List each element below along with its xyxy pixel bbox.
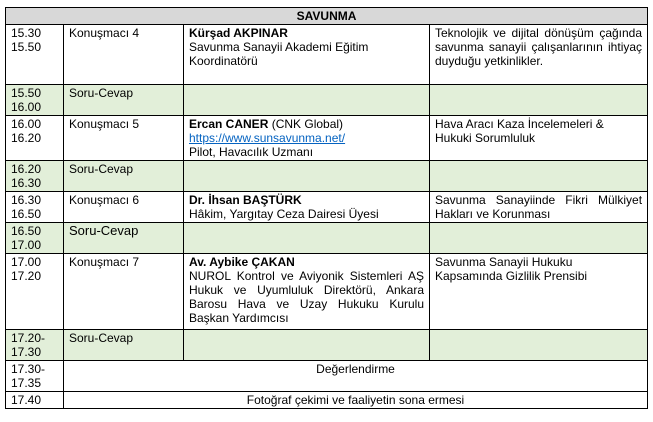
session-label: Konuşmacı 6 — [64, 192, 184, 223]
empty-cell — [430, 330, 648, 361]
table-row — [6, 330, 648, 361]
empty-cell — [184, 161, 430, 192]
table-row — [6, 361, 648, 392]
empty-cell — [430, 223, 648, 254]
empty-cell — [184, 330, 430, 361]
time-cell: 17.40 — [6, 392, 64, 409]
speaker-name: Av. Aybike ÇAKAN — [189, 255, 295, 269]
session-label: Konuşmacı 4 — [64, 25, 184, 85]
time-end: 16.50 — [11, 207, 42, 221]
time-cell — [6, 161, 64, 192]
speaker-cell — [184, 116, 430, 161]
session-label: Konuşmacı 5 — [64, 116, 184, 161]
session-label: Konuşmacı 7 — [64, 254, 184, 330]
speaker-org: (CNK Global) — [268, 117, 344, 131]
table-row — [6, 116, 648, 161]
speaker-link-line — [189, 131, 424, 145]
time-cell — [6, 25, 64, 85]
speaker-cell — [184, 254, 430, 330]
empty-cell — [430, 161, 648, 192]
time-start: 15.30 — [11, 26, 42, 40]
table-row — [6, 254, 648, 330]
speaker-title: Koordinatörü — [189, 54, 258, 68]
table-row — [6, 161, 648, 192]
session-label: Soru-Cevap — [64, 330, 184, 361]
time-start: 16.30 — [11, 193, 42, 207]
time-end: 17.00 — [11, 238, 42, 252]
empty-cell — [430, 85, 648, 116]
time-cell — [6, 192, 64, 223]
topic-cell: Hava Aracı Kaza İncelemeleri & Hukuki Sorumluluk — [430, 116, 648, 161]
time-cell — [6, 330, 64, 361]
evaluation-label: Değerlendirme — [64, 361, 648, 392]
time-cell — [6, 254, 64, 330]
topic-cell: Savunma Sanayiinde Fikri Mülkiyet Hakları ve Korunması — [430, 192, 648, 223]
speaker-line — [189, 117, 424, 131]
speaker-name: Ercan CANER — [189, 117, 269, 131]
empty-cell — [184, 223, 430, 254]
topic-cell: Savunma Sanayii Hukuku Kapsamında Gizlilik Prensibi — [430, 254, 648, 330]
time-start: 16.50 — [11, 224, 42, 238]
table-title: SAVUNMA — [6, 8, 648, 25]
time-start: 16.00 — [11, 117, 42, 131]
time-end: 17.20 — [11, 269, 42, 283]
time-start: 15.50 — [11, 86, 42, 100]
time-cell — [6, 116, 64, 161]
time-end: 16.30 — [11, 176, 42, 190]
speaker-cell — [184, 192, 430, 223]
speaker-website-link[interactable]: https://www.sunsavunma.net/ — [189, 131, 346, 145]
speaker-title: NUROL Kontrol ve Aviyonik Sistemleri AŞ Hukuk ve Uyumluluk Direktörü, Ankara Barosu Hava ve Uzay Hukuku Kurulu Başkan Yardımcısı — [189, 269, 424, 325]
time-start: 17.00 — [11, 255, 42, 269]
session-label: Soru-Cevap — [64, 223, 184, 254]
program-table — [5, 7, 648, 409]
time-end: 16.20 — [11, 131, 42, 145]
time-cell — [6, 361, 64, 392]
speaker-name: Dr. İhsan BAŞTÜRK — [189, 193, 302, 207]
table-row — [6, 192, 648, 223]
speaker-title: Savunma Sanayii Akademi Eğitim — [189, 40, 369, 54]
time-start: 16.20 — [11, 162, 42, 176]
table-row — [6, 85, 648, 116]
table-header-row — [6, 8, 648, 25]
time-start: 17.20- — [11, 331, 46, 345]
session-label: Soru-Cevap — [64, 161, 184, 192]
time-end: 17.30 — [11, 345, 42, 359]
speaker-title: Pilot, Havacılık Uzmanı — [189, 145, 314, 159]
time-end: 17.35 — [11, 376, 42, 390]
speaker-cell — [184, 25, 430, 85]
table-row — [6, 223, 648, 254]
time-cell — [6, 85, 64, 116]
session-label: Soru-Cevap — [64, 85, 184, 116]
time-end: 15.50 — [11, 40, 42, 54]
empty-cell — [184, 85, 430, 116]
speaker-title: Hâkim, Yargıtay Ceza Dairesi Üyesi — [189, 207, 379, 221]
time-start: 17.30- — [11, 362, 46, 376]
table-row — [6, 25, 648, 85]
time-cell — [6, 223, 64, 254]
closing-label: Fotoğraf çekimi ve faaliyetin sona ermesi — [64, 392, 648, 409]
topic-cell: Teknolojik ve dijital dönüşüm çağında savunma sanayii çalışanlarının ihtiyaç duyduğu yetkinlikler. — [430, 25, 648, 85]
table-row — [6, 392, 648, 409]
time-end: 16.00 — [11, 100, 42, 114]
speaker-name: Kürşad AKPINAR — [189, 26, 288, 40]
